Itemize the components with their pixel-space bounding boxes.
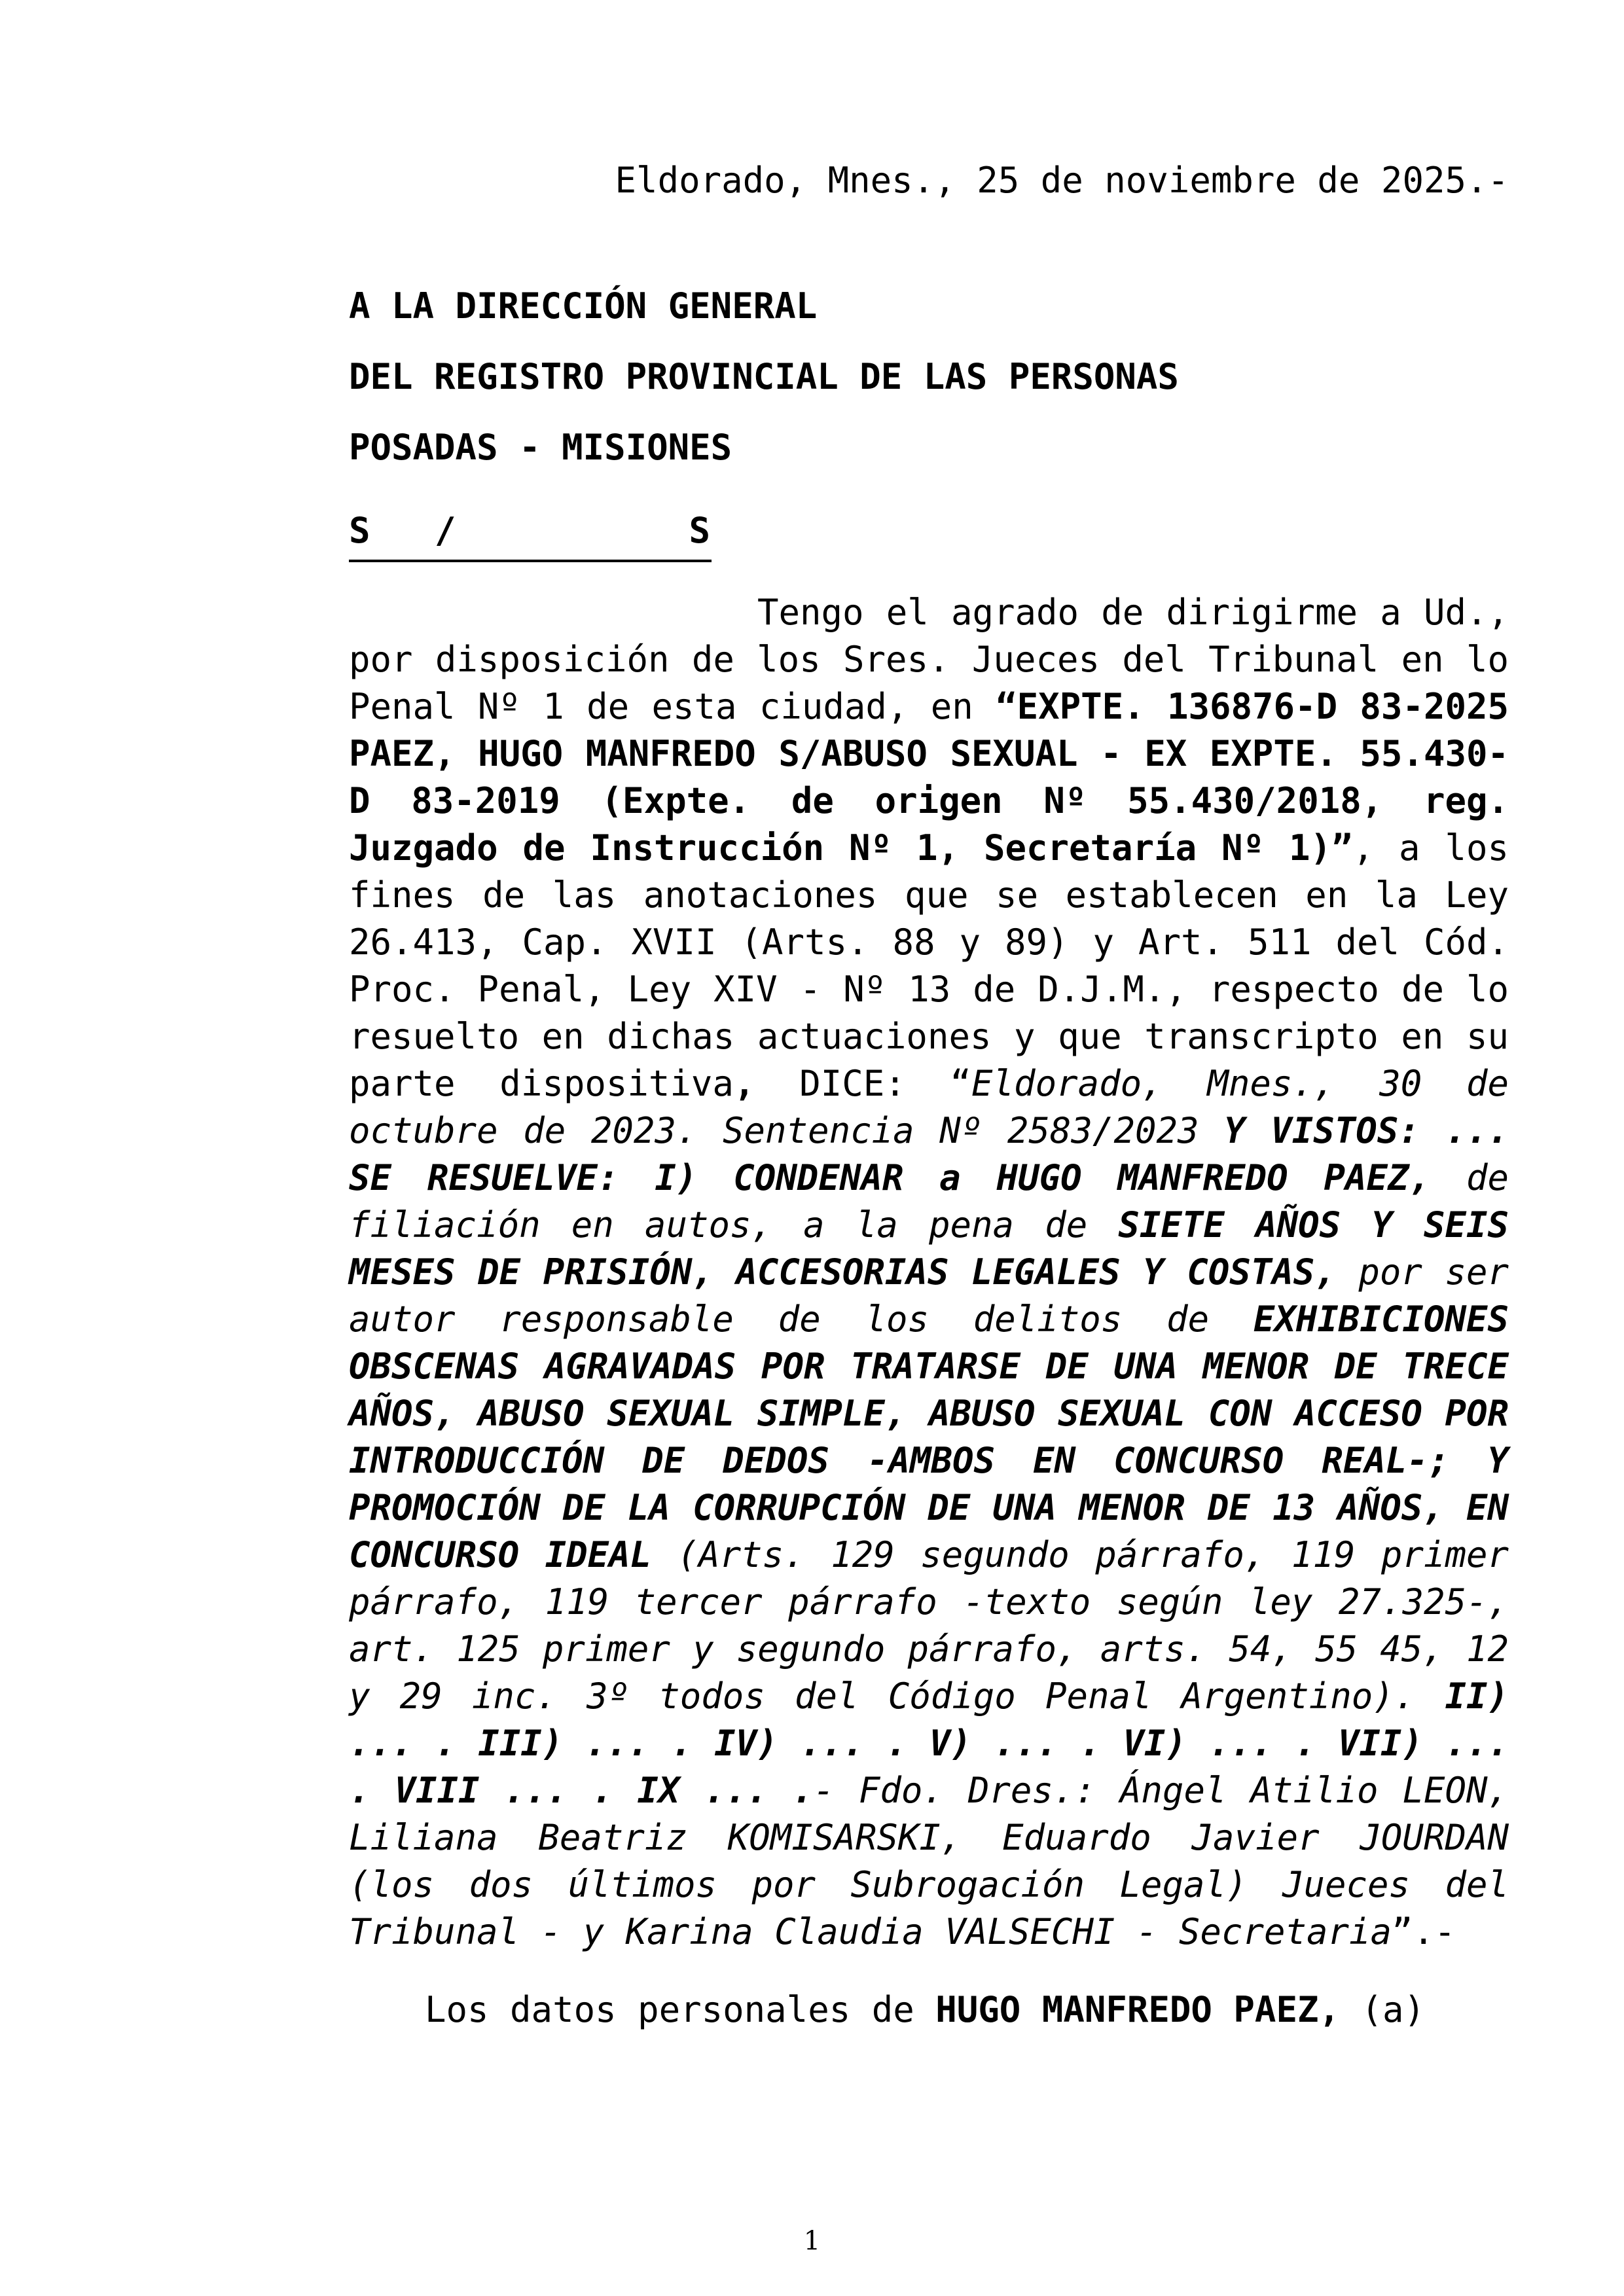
p1-crimes: EXHIBICIONES OBSCENAS AGRAVADAS POR TRATARSE DE UNA MENOR DE TRECE AÑOS, ABUSO SEXUAL SIMPLE, ABUSO SEXUAL CON ACCESO POR INTRODUCCIÓN DE DEDOS -AMBOS EN CONCURSO REAL-; Y PROMOCIÓN DE LA CORRUPCIÓN DE UNA MENOR DE 13 AÑOS, EN CONCURSO IDEAL xyxy=(349,1299,1509,1575)
su-despacho-slash: / xyxy=(435,510,456,551)
p1-resolution: Y VISTOS: ... SE RESUELVE: I) CONDENAR a HUGO MANFREDO PAEZ, xyxy=(349,1110,1509,1198)
p1-intro: Tengo el agrado de dirigirme a Ud., por disposición de los Sres. Jueces del Tribunal en lo Penal Nº 1 de esta ciudad, en xyxy=(349,592,1509,727)
addressee-line-3: POSADAS - MISIONES xyxy=(349,427,732,468)
p2-intro: Los datos personales de xyxy=(425,1989,936,2030)
p1-purpose: , a los fines de las anotaciones que se establecen en la Ley 26.413, Cap. XVII (Arts. 88 y 89) y Art. 511 del Cód. Proc. Penal, Ley XIV - Nº 13 de D.J.M., respecto de lo resuelto en dichas actuaciones y que transcripto en su parte dispositiva xyxy=(349,827,1509,1104)
p1-author: por ser autor responsable de los delitos de xyxy=(349,1251,1509,1340)
p2-tail: (a) xyxy=(1339,1989,1426,2030)
su-despacho xyxy=(349,507,712,562)
date-line: Eldorado, Mnes., 25 de noviembre de 2025.- xyxy=(615,160,1509,201)
p1-items: II) ... . III) ... . IV) ... . V) ... . VI) ... . VII) ... . VIII ... . IX ... . xyxy=(349,1676,1509,1811)
p1-sentence-header: Eldorado, Mnes., 30 de octubre de 2023. Sentencia Nº 2583/2023 xyxy=(349,1063,1509,1151)
addressee-line-1: A LA DIRECCIÓN GENERAL xyxy=(349,285,818,327)
p1-articles: (Arts. 129 segundo párrafo, 119 primer párrafo, 119 tercer párrafo -texto según ley 27.325-, art. 125 primer y segundo párrafo, arts. 54, 55 45, 12 y 29 inc. 3º todos del Código Penal Argentino). xyxy=(349,1534,1509,1717)
paragraph-2 xyxy=(349,1986,1509,2034)
body-paragraph-1 xyxy=(349,589,1509,1956)
p2-name: HUGO MANFREDO PAEZ, xyxy=(935,1989,1340,2030)
su-despacho-s1: S xyxy=(349,510,370,551)
p1-signatures: - Fdo. Dres.: Ángel Atilio LEON, Liliana Beatriz KOMISARSKI, Eduardo Javier JOURDAN (los dos últimos por Subrogación Legal) Jueces del Tribunal - y Karina Claudia VALSECHI - Secretaria xyxy=(349,1770,1509,1952)
p1-comma: , xyxy=(733,1063,755,1104)
addressee-line-2: DEL REGISTRO PROVINCIAL DE LAS PERSONAS xyxy=(349,356,1179,397)
p1-closing: ”.- xyxy=(1392,1911,1456,1952)
paragraph-1 xyxy=(349,589,1509,1956)
p1-case-title: “EXPTE. 136876-D 83-2025 PAEZ, HUGO MANFREDO S/ABUSO SEXUAL - EX EXPTE. 55.430-D 83-2019 (Expte. de origen Nº 55.430/2018, reg. Juzgado de Instrucción Nº 1, Secretaría Nº 1)” xyxy=(349,686,1509,869)
p1-penalty: SIETE AÑOS Y SEIS MESES DE PRISIÓN, ACCESORIAS LEGALES Y COSTAS, xyxy=(349,1204,1509,1293)
p1-filiation: de filiación en autos, a la pena de xyxy=(349,1157,1509,1246)
su-despacho-s2: S xyxy=(689,510,710,551)
page-number: 1 xyxy=(803,2226,821,2256)
p1-dice: DICE: “ xyxy=(755,1063,972,1104)
